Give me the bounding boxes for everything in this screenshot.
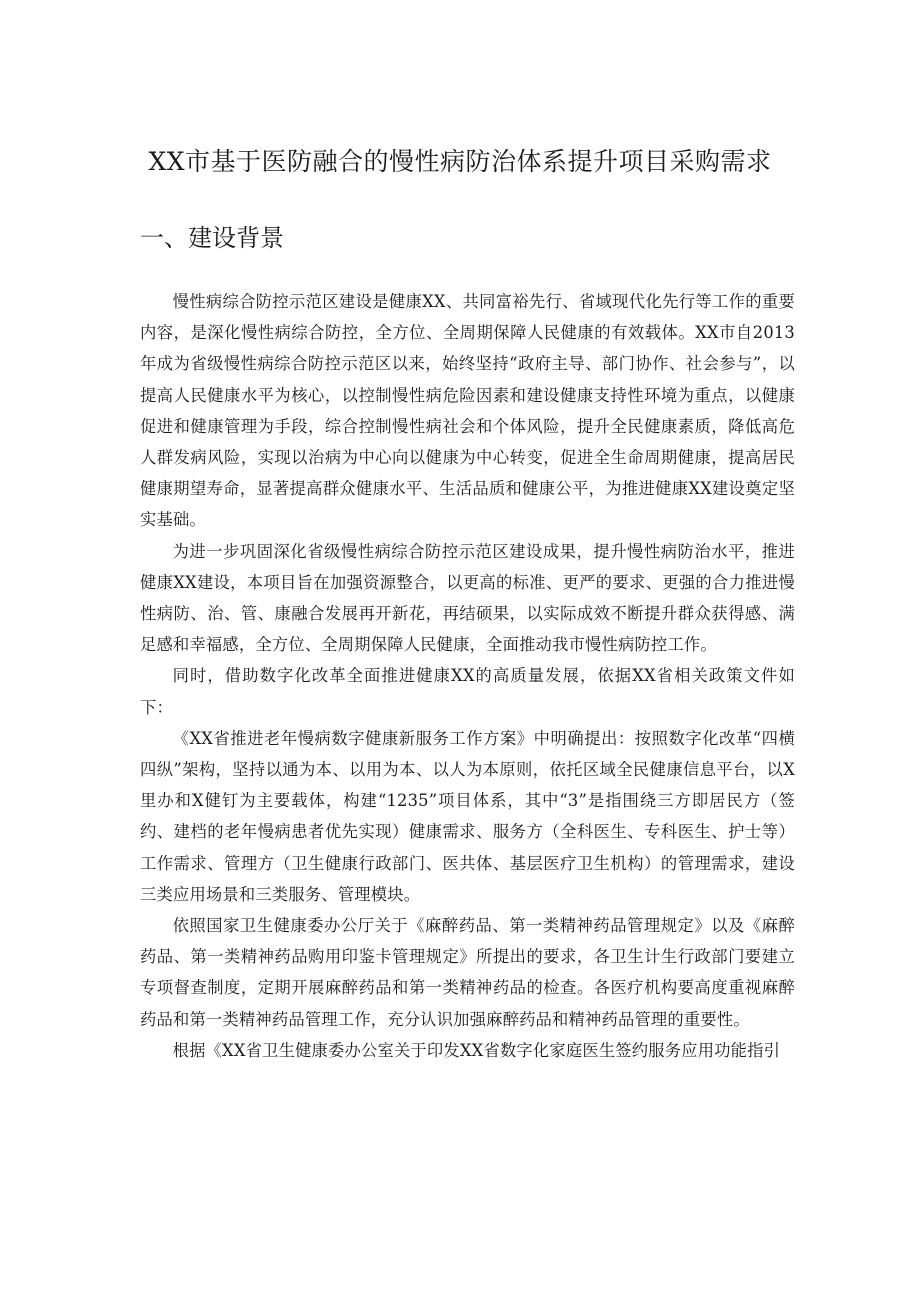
paragraph-narcotics-regulation: 依照国家卫生健康委办公厅关于《麻醉药品、第一类精神药品管理规定》以及《麻醉药品、第一类精神药品购用印鉴卡管理规定》所提出的要求，各卫生计生行政部门要建立专项督查制度，定期开展麻醉药品和第一类精神药品的检查。各医疗机构要高度重视麻醉药品和第一类精神药品管理工作，充分认识加强麻醉药品和精神药品管理的重要性。 xyxy=(140,916,795,1029)
section-heading: 一、建设背景 xyxy=(140,224,284,252)
paragraph-project-goal: 为进一步巩固深化省级慢性病综合防控示范区建设成果，提升慢性病防治水平，推进健康XX建设，本项目旨在加强资源整合，以更高的标准、更严的要求、更强的合力推进慢性病防、治、管、康融合发展再开新花，再结硕果，以实际成效不断提升群众获得感、满足感和幸福感，全方位、全周期保障人民健康，全面推动我市慢性病防控工作。 xyxy=(140,541,795,655)
paragraph-policy-intro: 同时，借助数字化改革全面推进健康XX的高质量发展，依据XX省相关政策文件如下： xyxy=(140,666,795,717)
paragraph-background: 慢性病综合防控示范区建设是健康XX、共同富裕先行、省域现代化先行等工作的重要内容，是深化慢性病综合防控，全方位、全周期保障人民健康的有效载体。XX市自2013年成为省级慢性病综合防控示范区以来，始终坚持“政府主导、部门协作、社会参与”，以提高人民健康水平为核心，以控制慢性病危险因素和建设健康支持性环境为重点，以健康促进和健康管理为手段，综合控制慢性病社会和个体风险，提升全民健康素质，降低高危人群发病风险，实现以治病为中心向以健康为中心转变，促进全生命周期健康，提高居民健康期望寿命，显著提高群众健康水平、生活品质和健康公平，为推进健康XX建设奠定坚实基础。 xyxy=(140,292,795,530)
document-title: XX市基于医防融合的慢性病防治体系提升项目采购需求 xyxy=(148,147,772,176)
paragraph-elderly-chronic-disease-plan: 《XX省推进老年慢病数字健康新服务工作方案》中明确提出：按照数字化改革“四横四纵”架构，坚持以通为本、以用为本、以人为本原则，依托区域全民健康信息平台，以X里办和X健钉为主要载体，构建“1235”项目体系，其中“3”是指围绕三方即居民方（签约、建档的老年慢病患者优先实现）健康需求、服务方（全科医生、专科医生、护士等）工作需求、管理方（卫生健康行政部门、医共体、基层医疗卫生机构）的管理需求，建设三类应用场景和三类服务、管理模块。 xyxy=(140,728,795,904)
paragraph-family-doctor-guideline: 根据《XX省卫生健康委办公室关于印发XX省数字化家庭医生签约服务应用功能指引 xyxy=(172,1040,781,1060)
document-body xyxy=(140,286,795,1066)
